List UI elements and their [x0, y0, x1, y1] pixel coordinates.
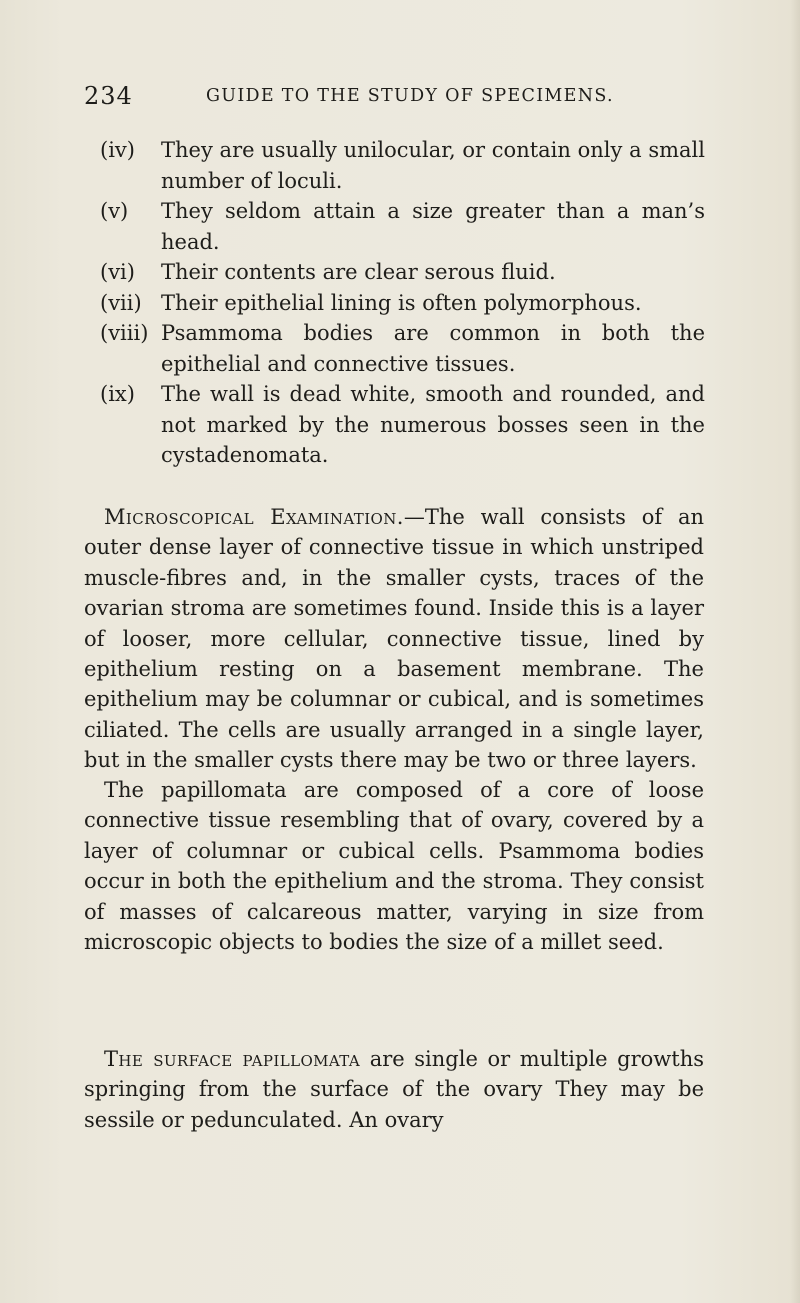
surface-papillomata-paragraph [84, 1044, 704, 1135]
section-heading: The surface papillomata [104, 1047, 361, 1071]
list-item [84, 257, 704, 288]
papillomata-paragraph [84, 775, 704, 957]
list-item-text: Their contents are clear serous fluid. [161, 260, 556, 284]
running-head: GUIDE TO THE STUDY OF SPECIMENS. [206, 86, 614, 106]
list-item [84, 379, 704, 471]
page-number: 234 [84, 82, 133, 110]
list-item-text: The wall is dead white, smooth and rounded, and not marked by the numerous bosses seen in the cystadenomata. [161, 382, 705, 467]
paragraph-text: —The wall consists of an outer dense layer of connective tissue in which unstriped muscle-fibres and, in the smaller cysts, traces of the ovarian stroma are sometimes found. Inside this is a layer of looser, more cellular, connective tissue, lined by epithelium resting on a basement membrane. The epithelium may be columnar or cubical, and is sometimes ciliated. The cells are usually arranged in a single layer, but in the smaller cysts there may be two or three layers. [84, 505, 704, 773]
list-item-number: (iv) [100, 138, 135, 162]
list-item-number: (vii) [100, 290, 142, 315]
list-item-number: (ix) [100, 382, 135, 406]
numbered-list [84, 135, 704, 471]
paragraph-text: The papillomata are composed of a core of loose connective tissue resembling that of ovary, covered by a layer of columnar or cubical cells. Psammoma bodies occur in both the epithelium and the stroma. They consist of masses of calcareous matter, varying in size from microscopic objects to bodies the size of a millet seed. [84, 778, 704, 955]
paragraph-text: are single or multiple growths springing from the surface of the ovary They may be sessile or pedunculated. An ovary [84, 1047, 705, 1132]
list-item-text: They are usually unilocular, or contain only a small number of loculi. [161, 138, 705, 193]
list-item [84, 196, 704, 257]
list-item-text: They seldom attain a size greater than a man’s head. [161, 199, 705, 254]
page-edge-shadow [790, 0, 800, 1303]
list-item [84, 318, 704, 379]
list-item-number: (vi) [100, 260, 135, 284]
list-item-text: Their epithelial lining is often polymorphous. [161, 290, 642, 315]
page-header [84, 82, 704, 114]
list-item-text: Psammoma bodies are common in both the epithelial and connective tissues. [161, 321, 705, 376]
section-heading: Microscopical Examination. [104, 505, 404, 529]
list-item [84, 288, 704, 319]
list-item [84, 135, 704, 196]
list-item-number: (viii) [100, 321, 149, 345]
microscopical-paragraph [84, 502, 704, 776]
list-item-number: (v) [100, 199, 129, 223]
